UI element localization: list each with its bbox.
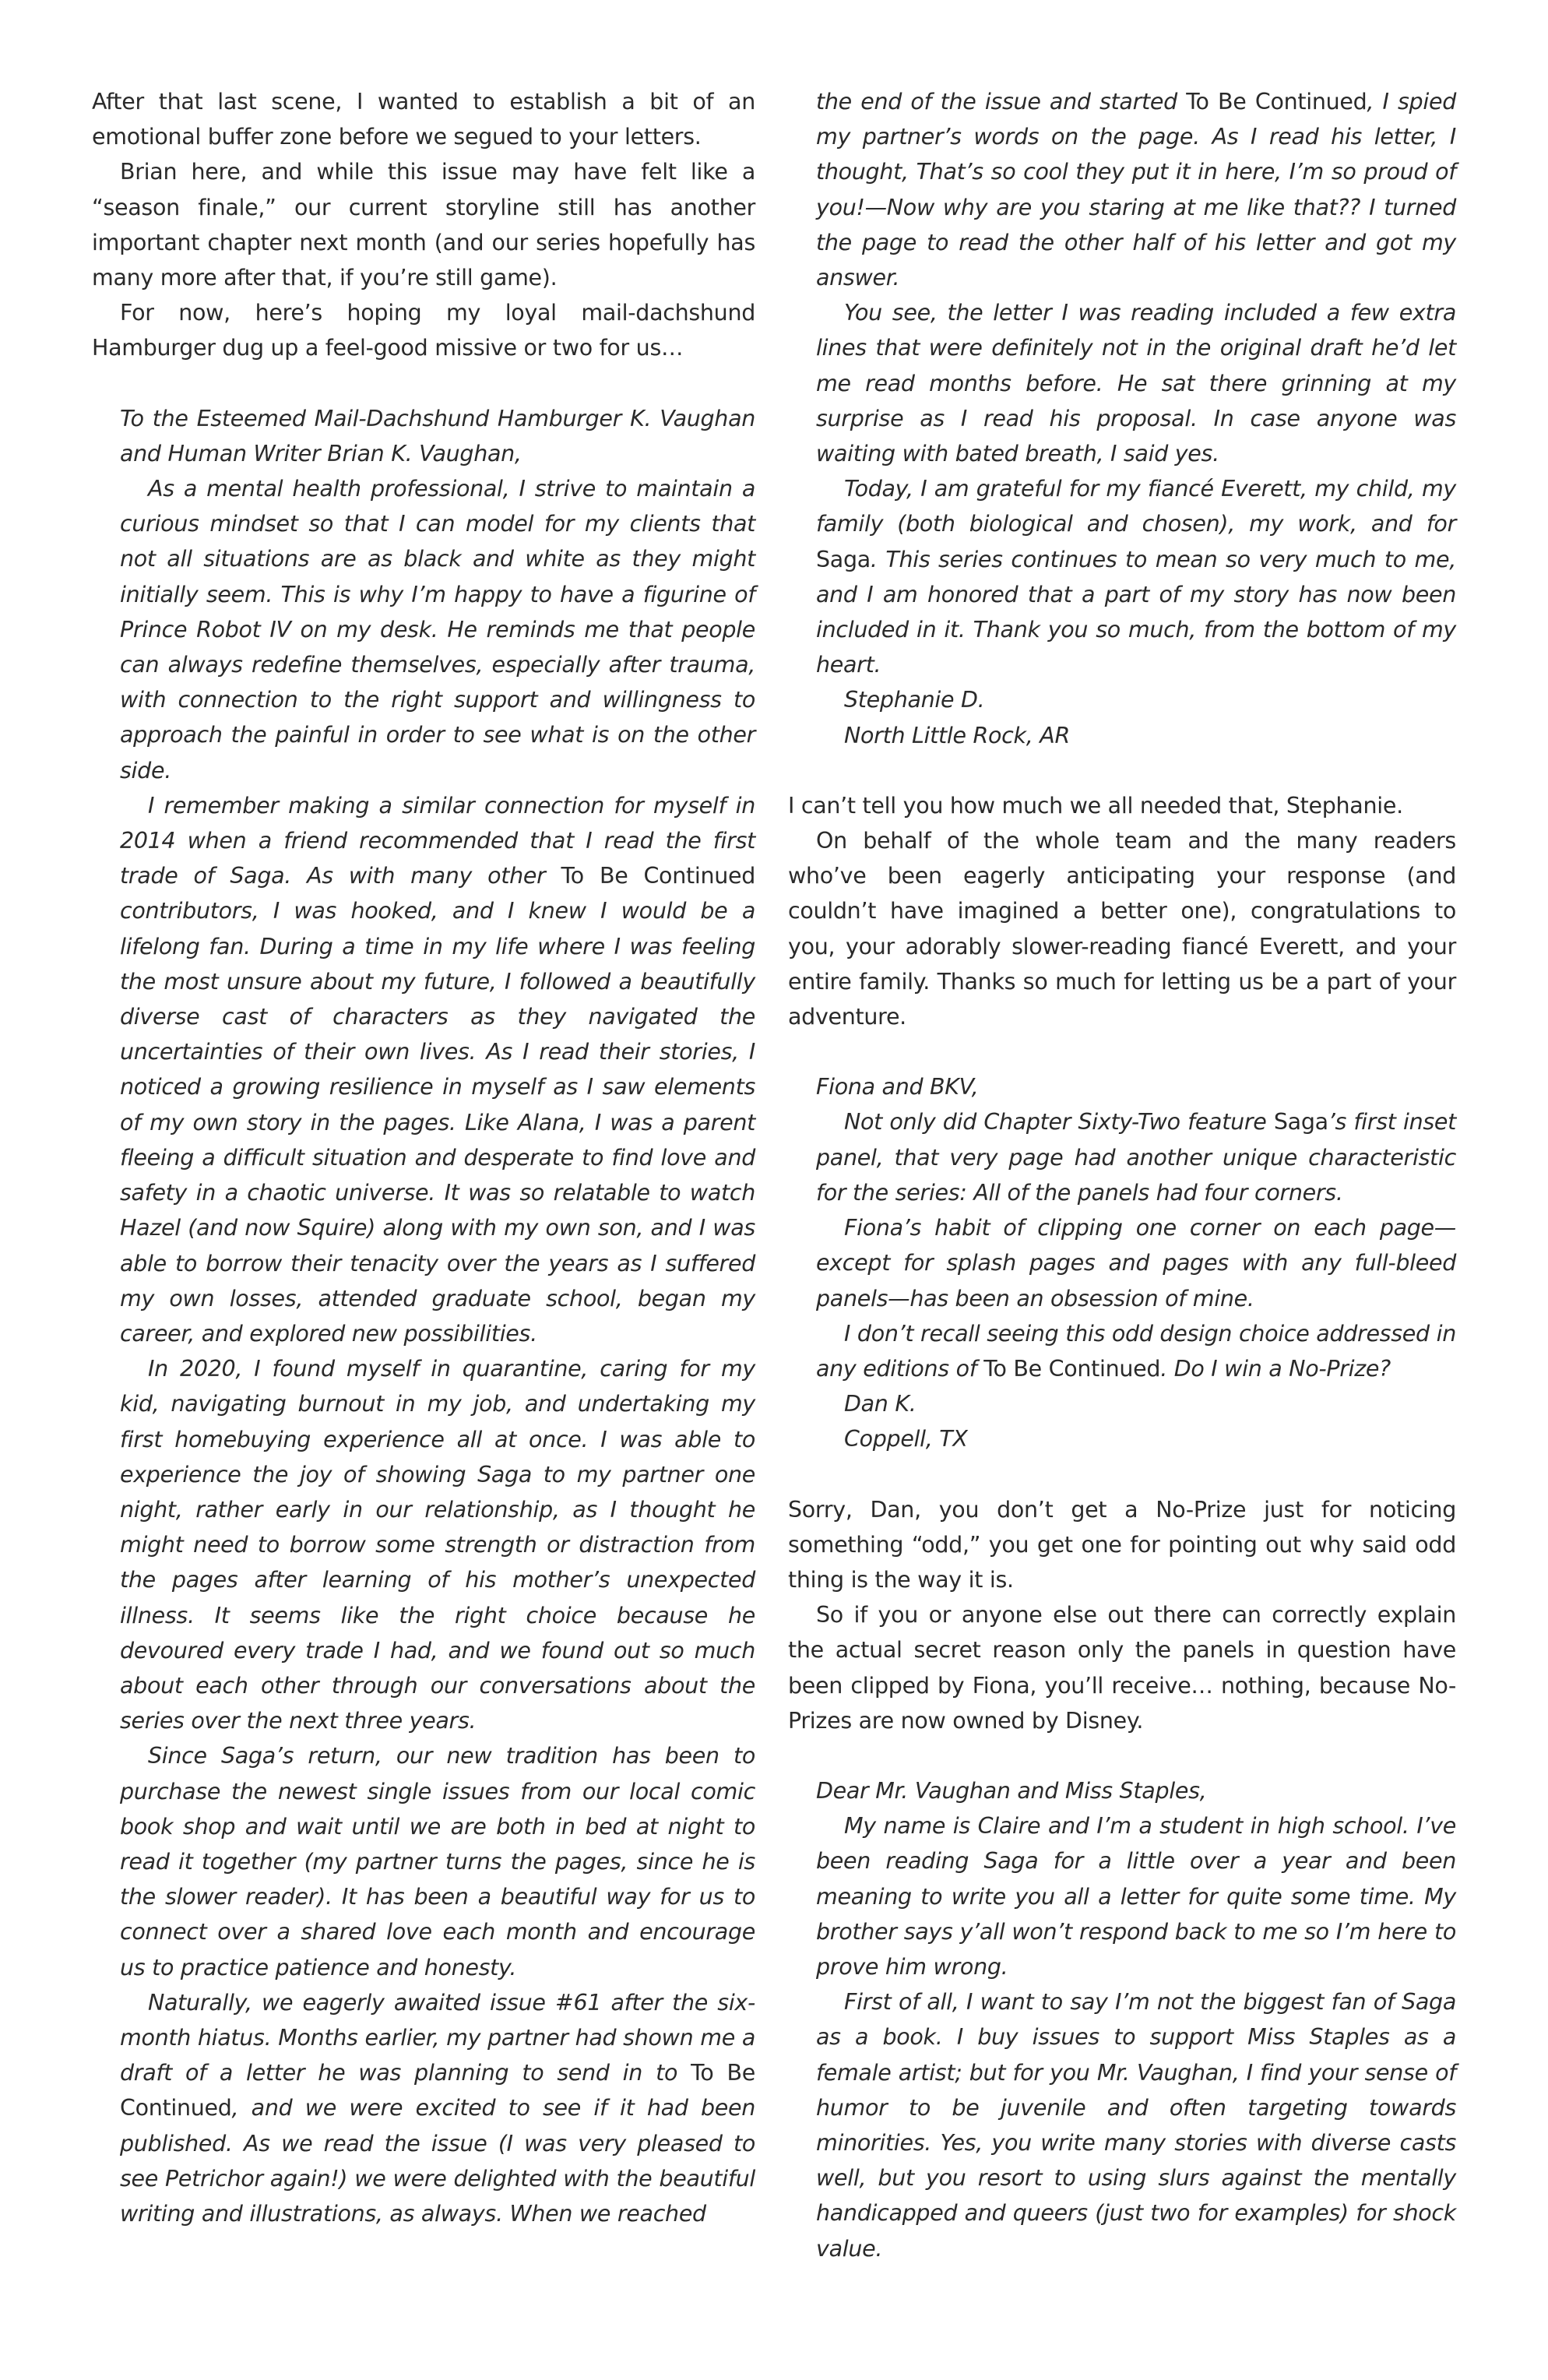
letter-text: I remember making a similar connection for myself in 2014 when a friend recommended that I read the first trade of Saga. As with many other [120, 792, 755, 889]
letter-text: . Do I win a No-Prize? [1160, 1355, 1391, 1382]
title-reference: To Be Continued [983, 1355, 1161, 1382]
title-reference: Saga [1273, 1109, 1328, 1135]
intro-paragraph: Brian here, and while this issue may have felt like a “season finale,” our current storyline still has another important chapter next month (and our series hopefully has many more after that, if you’re still game). [92, 159, 755, 291]
reply-paragraph: On behalf of the whole team and the many readers who’ve been eagerly anticipating your response (and couldn’t have imagined a better one), congratulations to you, your adorably slower-reading fiancé Everett, and your entire family. Thanks so much for letting us be a part of your adventure. [788, 828, 1456, 1030]
letter-paragraph: In 2020, I found myself in quarantine, caring for my kid, navigating burnout in my job, and undertaking my first homebuying experience all at once. I was able to experience the joy of showing Saga to my partner one night, rather early in our relationship, as I thought he might need to borrow some strength or distraction from the pages after learning of his mother’s unexpected illness. It seems like the right choice because he devoured every trade I had, and we found out so much about each other through our conversations about the series over the next three years. [120, 1356, 755, 1734]
letter-text: Today, I am grateful for my fiancé Everett, my child, my family (both biological and chosen), my work, and for [816, 476, 1456, 537]
letter-paragraph [816, 84, 1456, 295]
reply-paragraph: Sorry, Dan, you don’t get a No-Prize just for noticing something “odd,” you get one for pointing out why said odd thing is the way it is. [788, 1496, 1456, 1593]
letter-paragraph: First of all, I want to say I’m not the biggest fan of Saga as a book. I buy issues to support Miss Staples as a female artist; but for you Mr. Vaughan, I find your sense of humor to be juvenile and often targeting towards minorities. Yes, you write many stories with diverse casts well, but you resort to using slurs against the mentally handicapped and queers (just two for examples) for shock value. [816, 1989, 1456, 2262]
reply-paragraph: I can’t tell you how much we all needed that, Stephanie. [788, 792, 1403, 819]
spacer [788, 753, 1456, 788]
letter-paragraph: My name is Claire and I’m a student in high school. I’ve been reading Saga for a little over a year and been meaning to write you all a letter for quite some time. My brother says y’all won’t respond back to me so I’m here to prove him wrong. [816, 1813, 1456, 1980]
left-column [92, 84, 755, 2231]
letter-paragraph [816, 1316, 1456, 1386]
letter-salutation: Fiona and BKV, [816, 1074, 979, 1100]
letter-salutation: To the Esteemed Mail-Dachshund Hamburger K. Vaughan and Human Writer Brian K. Vaughan, [120, 405, 755, 466]
letter-text: I don’t recall seeing this odd design choice addressed in any editions of [816, 1320, 1456, 1382]
letter-text: ’s first inset panel, that very page had another unique characteristic for the series: All of the panels had four corners. [816, 1109, 1456, 1206]
letter-stephanie-continued [788, 84, 1456, 753]
letter-salutation: Dear Mr. Vaughan and Miss Staples, [816, 1777, 1207, 1804]
letter-text: contributors, I was hooked, and I knew I would be a lifelong fan. During a time in my life where I was feeling the most unsure about my future, I followed a beautifully diverse cast of characters as they navigated the uncertainties of their own lives. As I read their stories, I noticed a growing resilience in myself as I saw elements of my own story in the pages. Like Alana, I was a parent fleeing a difficult situation and desperate to find love and safety in a chaotic universe. It was so relatable to watch Hazel (and now Squire) along with my own son, and I was able to borrow their tenacity over the years as I suffered my own losses, attended graduate school, began my career, and explored new possibilities. [120, 898, 755, 1347]
letter-text: Naturally, we eagerly awaited issue #61 after the six-month hiatus. Months earlier, my partner had shown me a draft of a letter he was planning to send in to [120, 1989, 755, 2086]
letter-text: , and we were excited to see if it had been published. As we read the issue (I was very pleased to see Petrichor again!) we were delighted with the beautiful writing and illustrations, as always. When we reached [120, 2095, 755, 2227]
letter-paragraph: Fiona’s habit of clipping one corner on each page—except for splash pages and pages with any full-bleed panels—has been an obsession of mine. [816, 1215, 1456, 1311]
letter-paragraph [120, 1985, 755, 2231]
title-reference: To Be Continued [561, 863, 755, 889]
signature-place: Coppell, TX [844, 1426, 968, 1452]
spacer [92, 366, 755, 401]
letter-dan [788, 1069, 1456, 1456]
letter-paragraph [816, 471, 1456, 682]
spacer [788, 1738, 1456, 1773]
letter-text: , I spied my partner’s words on the page. As I read his letter, I thought, That’s so cool they put it in here, I’m so proud of you!—Now why are you staring at me like that?? I turned the page to read the other half of his letter and got my answer. [816, 89, 1456, 291]
spacer [788, 1034, 1456, 1069]
reply-paragraph: So if you or anyone else out there can correctly explain the actual secret reason only the panels in question have been clipped by Fiona, you’ll receive… nothing, because No-Prizes are now owned by Disney. [788, 1602, 1456, 1734]
letter-paragraph [816, 1104, 1456, 1210]
intro-paragraph: For now, here’s hoping my loyal mail-dachshund Hamburger dug up a feel-good missive or two for us… [92, 300, 755, 361]
spacer [788, 1457, 1456, 1492]
signature-place: North Little Rock, AR [844, 722, 1070, 748]
letter-paragraph [120, 788, 755, 1351]
letter-stephanie [92, 401, 755, 2232]
letter-paragraph: Since Saga’s return, our new tradition has been to purchase the newest single issues from our local comic book shop and wait until we are both in bed at night to read it together (my partner turns the pages, since he is the slower reader). It has been a beautiful way for us to connect over a shared love each month and encourage us to practice patience and honesty. [120, 1743, 755, 1980]
intro-paragraph: After that last scene, I wanted to establish a bit of an emotional buffer zone before we segued to your letters. [92, 89, 755, 150]
letter-text: . This series continues to mean so very much to me, and I am honored that a part of my story has now been included in it. Thank you so much, from the bottom of my heart. [816, 546, 1456, 678]
title-reference: Saga [816, 546, 871, 572]
title-reference: To Be Continued [120, 2060, 755, 2121]
letter-paragraph: You see, the letter I was reading included a few extra lines that were definitely not in the original draft he’d let me read months before. He sat there grinning at my surprise as I read his proposal. In case anyone was waiting with bated breath, I said yes. [816, 300, 1456, 467]
letter-paragraph: As a mental health professional, I strive to maintain a curious mindset so that I can model for my clients that not all situations are as black and white as they might initially seem. This is why I’m happy to have a figurine of Prince Robot IV on my desk. He reminds me that people can always redefine themselves, especially after trauma, with connection to the right support and willingness to approach the painful in order to see what is on the other side. [120, 476, 755, 783]
letter-text: the end of the issue and started [816, 89, 1187, 114]
letter-text: Not only did Chapter Sixty-Two feature [844, 1109, 1274, 1135]
signature-name: Stephanie D. [844, 687, 985, 713]
letter-claire [788, 1773, 1456, 2266]
title-reference: To Be Continued [1186, 89, 1367, 114]
signature-name: Dan K. [844, 1391, 916, 1417]
right-column [788, 84, 1456, 2266]
